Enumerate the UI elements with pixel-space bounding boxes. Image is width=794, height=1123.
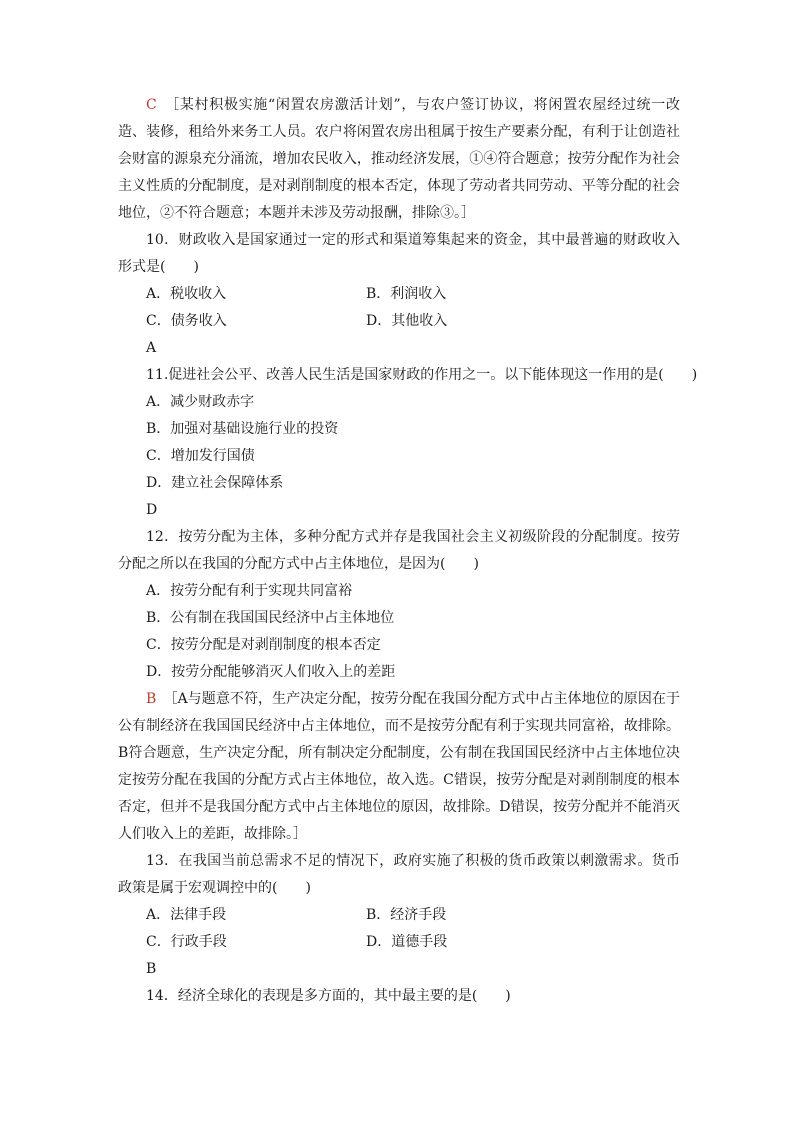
q12-stem: 12．按劳分配为主体，多种分配方式并存是我国社会主义初级阶段的分配制度。按劳分配之所以在我国的分配方式中占主体地位，是因为( ): [118, 529, 680, 572]
q10-option-c: C．债务收入: [146, 313, 227, 329]
q9-answer-explanation: [118, 92, 680, 227]
q13-stem: 13．在我国当前总需求不足的情况下，政府实施了积极的货币政策以刺激需求。货币政策是属于宏观调控中的( ): [118, 853, 680, 896]
q9-answer-letter: C: [146, 97, 157, 113]
document-page: [118, 92, 698, 1010]
q13-answer: B: [146, 961, 157, 977]
q13-option-c: C．行政手段: [146, 934, 227, 950]
q13-option-a: A．法律手段: [146, 907, 227, 923]
q12-answer-explanation: [118, 686, 680, 848]
q11-answer: D: [146, 502, 158, 518]
q11-stem: 11.促进社会公平、改善人民生活是国家财政的作用之一。以下能体现这一作用的是( ): [146, 367, 698, 383]
q9-explanation-text: ［某村积极实施“闲置农房激活计划”，与农户签订协议，将闲置农屋经过统一改造、装修，租给外来务工人员。农户将闲置农房出租属于按生产要素分配，有利于让创造社会财富的源泉充分涌流，增加农民收入，推动经济发展，①④符合题意；按劳分配作为社会主义性质的分配制度，是对剥削制度的根本否定，体现了劳动者共同劳动、平等分配的社会地位，②不符合题意；本题并未涉及劳动报酬，排除③。］: [118, 97, 681, 221]
q12-option-c: C．按劳分配是对剥削制度的根本否定: [146, 637, 381, 653]
q13-options-row-1: [118, 902, 680, 929]
q11-option-a: A．减少财政赤字: [146, 394, 255, 410]
q13-options-row-2: [118, 929, 680, 956]
q11-option-d: D．建立社会保障体系: [146, 475, 284, 491]
q12-explanation-text: ［A与题意不符，生产决定分配，按劳分配在我国分配方式中占主体地位的原因在于公有制经济在我国国民经济中占主体地位，而不是按劳分配有利于实现共同富裕，故排除。B符合题意，生产决定分配，所有制决定分配制度，公有制在我国国民经济中占主体地位决定按劳分配在我国的分配方式占主体地位，故入选。C错误，按劳分配是对剥削制度的根本否定，但并不是我国分配方式中占主体地位的原因，故排除。D错误，按劳分配并不能消灭人们收入上的差距，故排除。］: [118, 691, 681, 842]
q12-option-b: B．公有制在我国国民经济中占主体地位: [146, 610, 395, 626]
q11-option-c: C．增加发行国债: [146, 448, 255, 464]
q12-option-a: A．按劳分配有利于实现共同富裕: [146, 583, 353, 599]
q14-stem: 14．经济全球化的表现是多方面的，其中最主要的是( ): [146, 988, 511, 1004]
q10-option-a: A．税收收入: [146, 286, 227, 302]
q10-stem: 10．财政收入是国家通过一定的形式和渠道筹集起来的资金，其中最普遍的财政收入形式是( ): [118, 232, 680, 275]
q10-answer: A: [146, 340, 157, 356]
q11-option-b: B．加强对基础设施行业的投资: [146, 421, 339, 437]
q10-options-row-2: [118, 308, 680, 335]
q13-option-b: B．经济手段: [366, 907, 447, 923]
q12-answer-letter: B: [146, 691, 157, 707]
q10-options-row-1: [118, 281, 680, 308]
q12-option-d: D．按劳分配能够消灭人们收入上的差距: [146, 664, 396, 680]
q10-option-b: B．利润收入: [366, 286, 447, 302]
q13-option-d: D．道德手段: [366, 934, 448, 950]
q10-option-d: D．其他收入: [366, 313, 448, 329]
